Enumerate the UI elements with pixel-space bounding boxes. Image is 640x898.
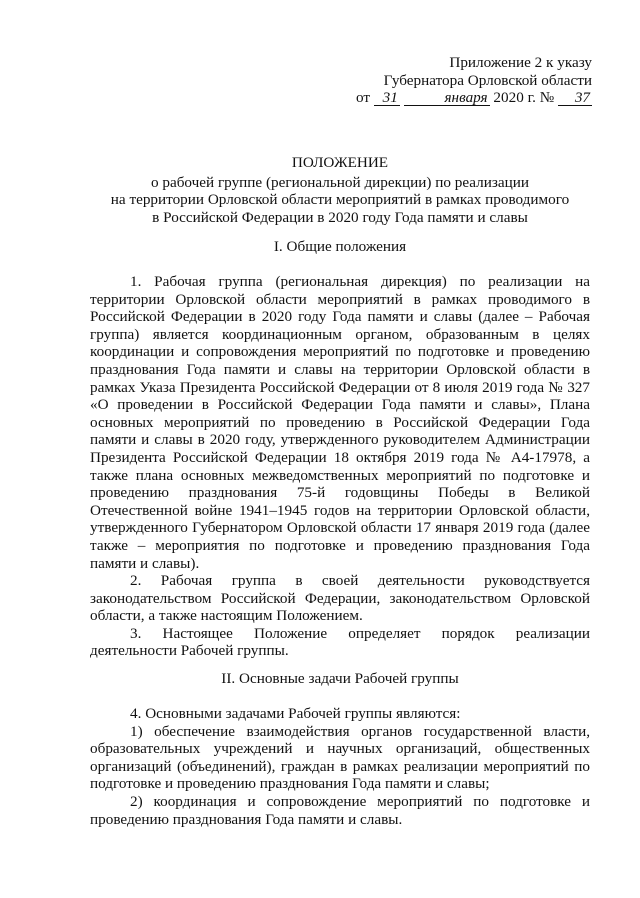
- title-line-3: в Российской Федерации в 2020 году Года памяти и славы: [152, 208, 528, 226]
- appendix-line-2: Губернатора Орловской области: [383, 71, 592, 89]
- title-heading: ПОЛОЖЕНИЕ: [291, 154, 389, 171]
- appendix-number: 37: [558, 90, 592, 106]
- appendix-date-day: 31: [374, 90, 400, 106]
- list-item-1: 1) обеспечение взаимодействия органов государственной власти, образовательных учреждений и научных организаций, общественных организаций (объединений), граждан в рамках реализации мероприятий по подготовке и проведению празднования Года памяти и славы;: [90, 722, 590, 793]
- section-2-heading: II. Основные задачи Рабочей группы: [221, 670, 459, 687]
- appendix-year: 2020 г. №: [493, 89, 555, 107]
- appendix-line-1: Приложение 2 к указу: [449, 54, 592, 71]
- document-title: [90, 154, 590, 226]
- appendix-date-line: [332, 89, 592, 107]
- list-item-2: 2) координация и сопровождение мероприятий по подготовке и проведению празднования Года памяти и славы.: [90, 792, 590, 828]
- appendix-block: [332, 54, 592, 107]
- paragraph-3: 3. Настоящее Положение определяет порядок реализации деятельности Рабочей группы.: [90, 624, 590, 660]
- section-1-heading: I. Общие положения: [273, 238, 407, 255]
- section-1-body: [90, 273, 590, 660]
- paragraph-4: 4. Основными задачами Рабочей группы являются:: [130, 705, 461, 722]
- appendix-from: от: [356, 89, 371, 107]
- title-line-2: на территории Орловской области мероприятий в рамках проводимого: [110, 191, 570, 209]
- appendix-date-month: января: [404, 90, 490, 106]
- paragraph-2: 2. Рабочая группа в своей деятельности руководствуется законодательством Российской Федерации, законодательством Орловской области, а также настоящим Положением.: [90, 572, 590, 625]
- section-2-body: [90, 705, 590, 828]
- paragraph-1: 1. Рабочая группа (региональная дирекция) по реализации на территории Орловской области мероприятий в рамках проводимого в Российской Федерации в 2020 году Года памяти и славы (далее – Рабочая группа) является координационным органом, образованным в целях координации и сопровождения мероприятий по подготовке и проведению празднования Года памяти и славы на территории Орловской области в рамках Указа Президента Российской Федерации от 8 июля 2019 года № 327 «О проведении в Российской Федерации Года памяти и славы», Плана основных мероприятий по проведению в Российской Федерации Года памяти и славы в 2020 году, утвержденного руководителем Администрации Президента Российской Федерации 18 октября 2019 года № А4-17978, а также плана основных межведомственных мероприятий по подготовке и проведению празднования 75-й годовщины Победы в Великой Отечественной войне 1941–1945 годов на территории Орловской области, утвержденного Губернатором Орловской области 17 января 2019 года (далее также – мероприятия по подготовке и проведению празднования Года памяти и славы).: [90, 273, 590, 572]
- title-line-1: о рабочей группе (региональной дирекции) по реализации: [150, 173, 529, 191]
